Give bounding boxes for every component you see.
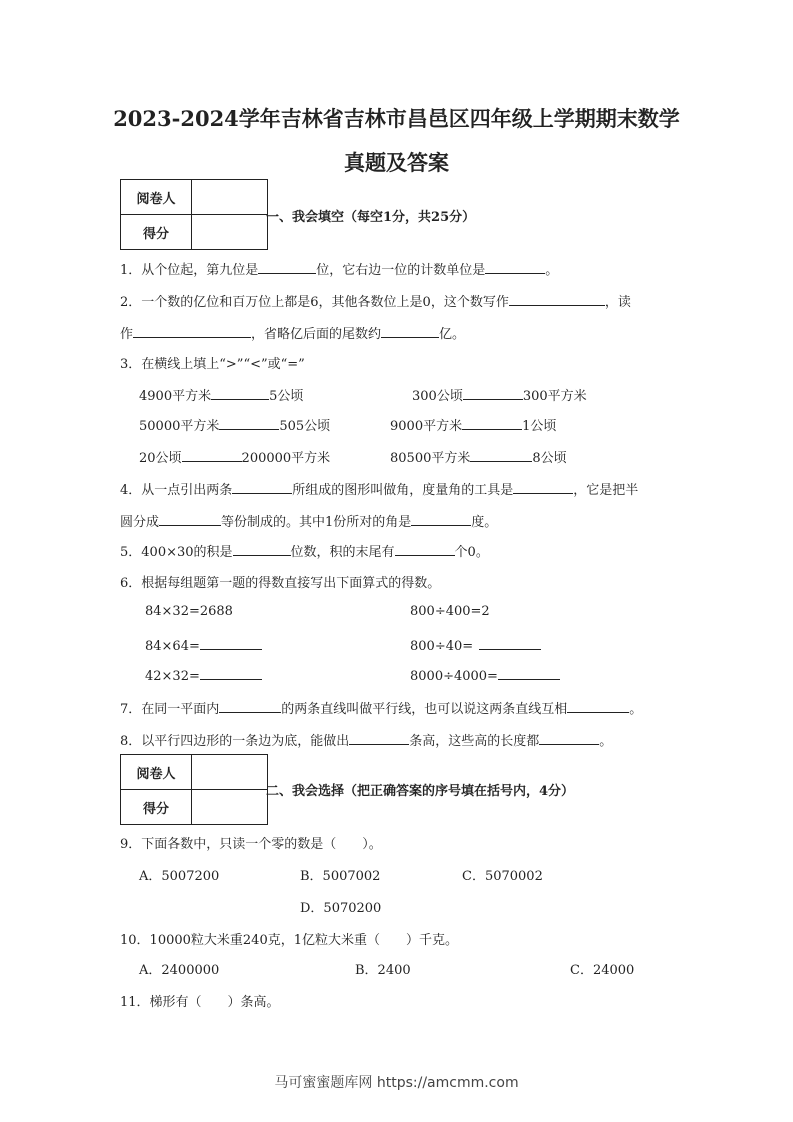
q3-item: 20公顷 200000平方米: [139, 447, 330, 466]
score-cell: [192, 790, 268, 825]
q6-item: 84×64=: [145, 636, 262, 654]
q3-item: 80500平方米 8公顷: [390, 447, 567, 466]
blank: [232, 480, 292, 494]
score-box-1: [120, 179, 268, 250]
question-10-stem: 10．10000粒大米重240克，1亿粒大米重（ ）千克。: [120, 933, 458, 948]
section1-heading: 一、我会填空（每空1分，共25分）: [266, 210, 476, 225]
blank: [219, 699, 281, 713]
blank: [513, 480, 573, 494]
reviewer-cell: [192, 180, 268, 215]
option-b: B．5007002: [300, 869, 381, 884]
blank: [159, 512, 221, 526]
question-8: 8．以平行四边形的一条边为底，能做出 条高，这些高的长度都 。: [120, 730, 612, 749]
footer-watermark: 马可蜜蜜题库网 https://amcmm.com: [274, 1075, 519, 1091]
question-7: 7．在同一平面内 的两条直线叫做平行线，也可以说这两条直线互相 。: [120, 698, 642, 717]
blank: [509, 292, 605, 306]
option-c: C．24000: [570, 963, 635, 978]
blank: [463, 386, 523, 400]
q3-item: 50000平方米 505公顷: [139, 415, 330, 434]
blank: [182, 448, 242, 462]
question-5: 5．400×30的积是 位数，积的末尾有 个0。: [120, 541, 489, 560]
question-2-line2: 作 ，省略亿后面的尾数约 亿。: [120, 323, 465, 342]
score-label: 得分: [121, 790, 192, 825]
question-6-stem: 6．根据每组题第一题的得数直接写出下面算式的得数。: [120, 576, 441, 591]
question-4-line1: 4．从一点引出两条 所组成的图形叫做角，度量角的工具是 ，它是把半: [120, 479, 638, 498]
section2-heading: 二、我会选择（把正确答案的序号填在括号内，4分）: [266, 784, 575, 799]
blank: [498, 666, 560, 680]
option-c: C．5070002: [462, 869, 543, 884]
q6-item: 800÷400=2: [410, 604, 490, 619]
reviewer-cell: [192, 755, 268, 790]
question-11-stem: 11．梯形有（ ）条高。: [120, 995, 280, 1010]
q6-item: 800÷40=: [410, 636, 541, 654]
blank: [200, 636, 262, 650]
page-title: 2023-2024学年吉林省吉林市昌邑区四年级上学期期末数学: [113, 106, 680, 131]
blank: [233, 542, 291, 556]
blank: [462, 416, 522, 430]
page-subtitle: 真题及答案: [344, 150, 449, 175]
blank: [133, 324, 251, 338]
question-4-line2: 圆分成 等份制成的。其中1份所对的角是 度。: [120, 511, 497, 530]
blank: [539, 731, 599, 745]
option-a: A．5007200: [139, 869, 220, 884]
blank: [219, 416, 279, 430]
blank: [411, 512, 471, 526]
question-3-stem: 3．在横线上填上“>”“<”或“=”: [120, 357, 305, 372]
blank: [470, 448, 532, 462]
blank: [479, 636, 541, 650]
q6-item: 8000÷4000=: [410, 666, 560, 684]
option-a: A．2400000: [139, 963, 220, 978]
q3-item: 4900平方米 5公顷: [139, 385, 303, 404]
q3-item: 300公顷 300平方米: [412, 385, 587, 404]
blank: [349, 731, 409, 745]
blank: [485, 260, 545, 274]
reviewer-label: 阅卷人: [121, 755, 192, 790]
blank: [211, 386, 269, 400]
question-1: 1．从个位起，第九位是 位，它右边一位的计数单位是 。: [120, 259, 558, 278]
blank: [381, 324, 439, 338]
q3-item: 9000平方米 1公顷: [390, 415, 556, 434]
q6-item: 42×32=: [145, 666, 262, 684]
blank: [200, 666, 262, 680]
q6-item: 84×32=2688: [145, 604, 233, 619]
option-b: B．2400: [355, 963, 411, 978]
score-cell: [192, 215, 268, 250]
score-label: 得分: [121, 215, 192, 250]
reviewer-label: 阅卷人: [121, 180, 192, 215]
question-2-line1: 2．一个数的亿位和百万位上都是6，其他各数位上是0，这个数写作 ，读: [120, 291, 631, 310]
blank: [395, 542, 455, 556]
score-box-2: [120, 754, 268, 825]
question-9-stem: 9．下面各数中，只读一个零的数是（ ）。: [120, 837, 382, 852]
blank: [258, 260, 316, 274]
option-d: D．5070200: [300, 901, 382, 916]
blank: [567, 699, 629, 713]
